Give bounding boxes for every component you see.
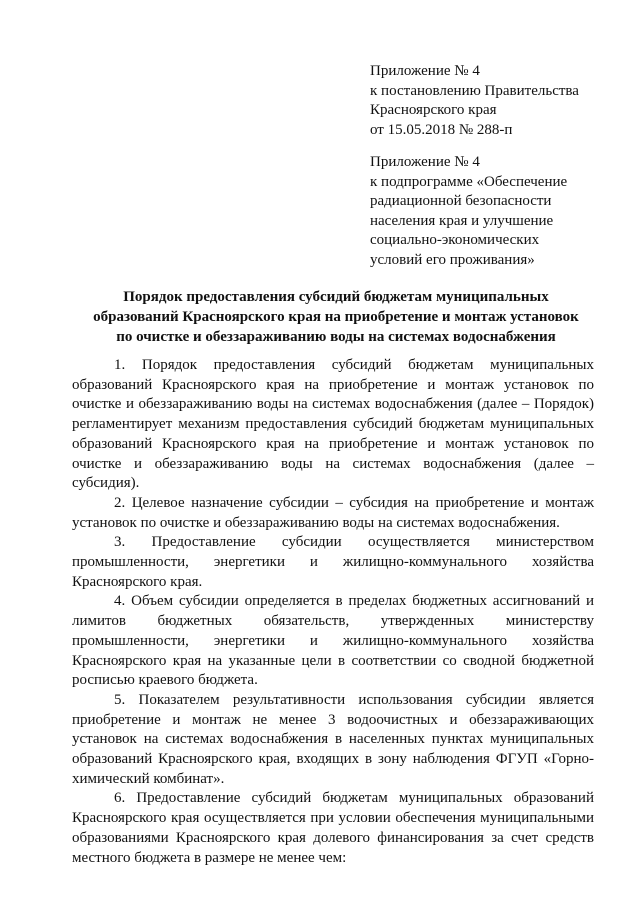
appendix-line: социально-экономических xyxy=(370,232,540,249)
paragraph-1: 1. Порядок предоставления субсидий бюджетам муниципальных образований Красноярского края на приобретение и монтаж установок по очистке и обеззараживанию воды на системах водоснабжения (далее – Порядок) регламентирует механизм предоставления субсидий бюджетам муниципальных образований Красноярского края на приобретение и монтаж установок по очистке и обеззараживанию воды на системах водоснабжения (далее – субсидия). xyxy=(72,357,594,492)
appendix-line: Красноярского края xyxy=(370,102,497,119)
paragraph-2: 2. Целевое назначение субсидии – субсидия на приобретение и монтаж установок по очистке и обеззараживанию воды на системах водоснабжения. xyxy=(72,494,594,531)
appendix-line: к постановлению Правительства xyxy=(370,82,579,99)
appendix-line: от 15.05.2018 № 288-п xyxy=(370,121,513,138)
appendix-line: радиационной безопасности xyxy=(370,193,552,210)
appendix-line: к подпрограмме «Обеспечение xyxy=(370,173,568,190)
appendix-line: Приложение № 4 xyxy=(370,154,480,170)
paragraph-3: 3. Предоставление субсидии осуществляется министерством промышленности, энергетики и жилищно-коммунального хозяйства Красноярского края. xyxy=(72,534,594,590)
title-line: образований Красноярского края на приобретение и монтаж установок xyxy=(93,308,579,325)
appendix-line: населения края и улучшение xyxy=(370,212,554,229)
document-body xyxy=(72,356,594,868)
appendix-block-subprogram xyxy=(370,153,567,271)
appendix-line: Приложение № 4 xyxy=(370,63,480,79)
paragraph-5: 5. Показателем результативности использования субсидии является приобретение и монтаж не менее 3 водоочистных и обеззараживающих установок на системах водоснабжения в населенных пунктах муниципальных образований Красноярского края, входящих в зону наблюдения ФГУП «Горно-химический комбинат». xyxy=(72,691,594,787)
title-line: Порядок предоставления субсидий бюджетам муниципальных xyxy=(123,289,549,305)
appendix-block-resolution xyxy=(370,62,579,140)
document-title xyxy=(72,288,600,347)
paragraph-4: 4. Объем субсидии определяется в пределах бюджетных ассигнований и лимитов бюджетных обязательств, утвержденных министерству промышленности, энергетики и жилищно-коммунального хозяйства Красноярского края на указанные цели в соответствии со сводной бюджетной росписью краевого бюджета. xyxy=(72,593,594,689)
title-line: по очистке и обеззараживанию воды на системах водоснабжения xyxy=(116,328,556,345)
paragraph-6: 6. Предоставление субсидий бюджетам муниципальных образований Красноярского края осуществляется при условии обеспечения муниципальными образованиями Красноярского края долевого финансирования за счет средств местного бюджета в размере не менее чем: xyxy=(72,790,594,866)
appendix-line: условий его проживания» xyxy=(370,251,535,268)
